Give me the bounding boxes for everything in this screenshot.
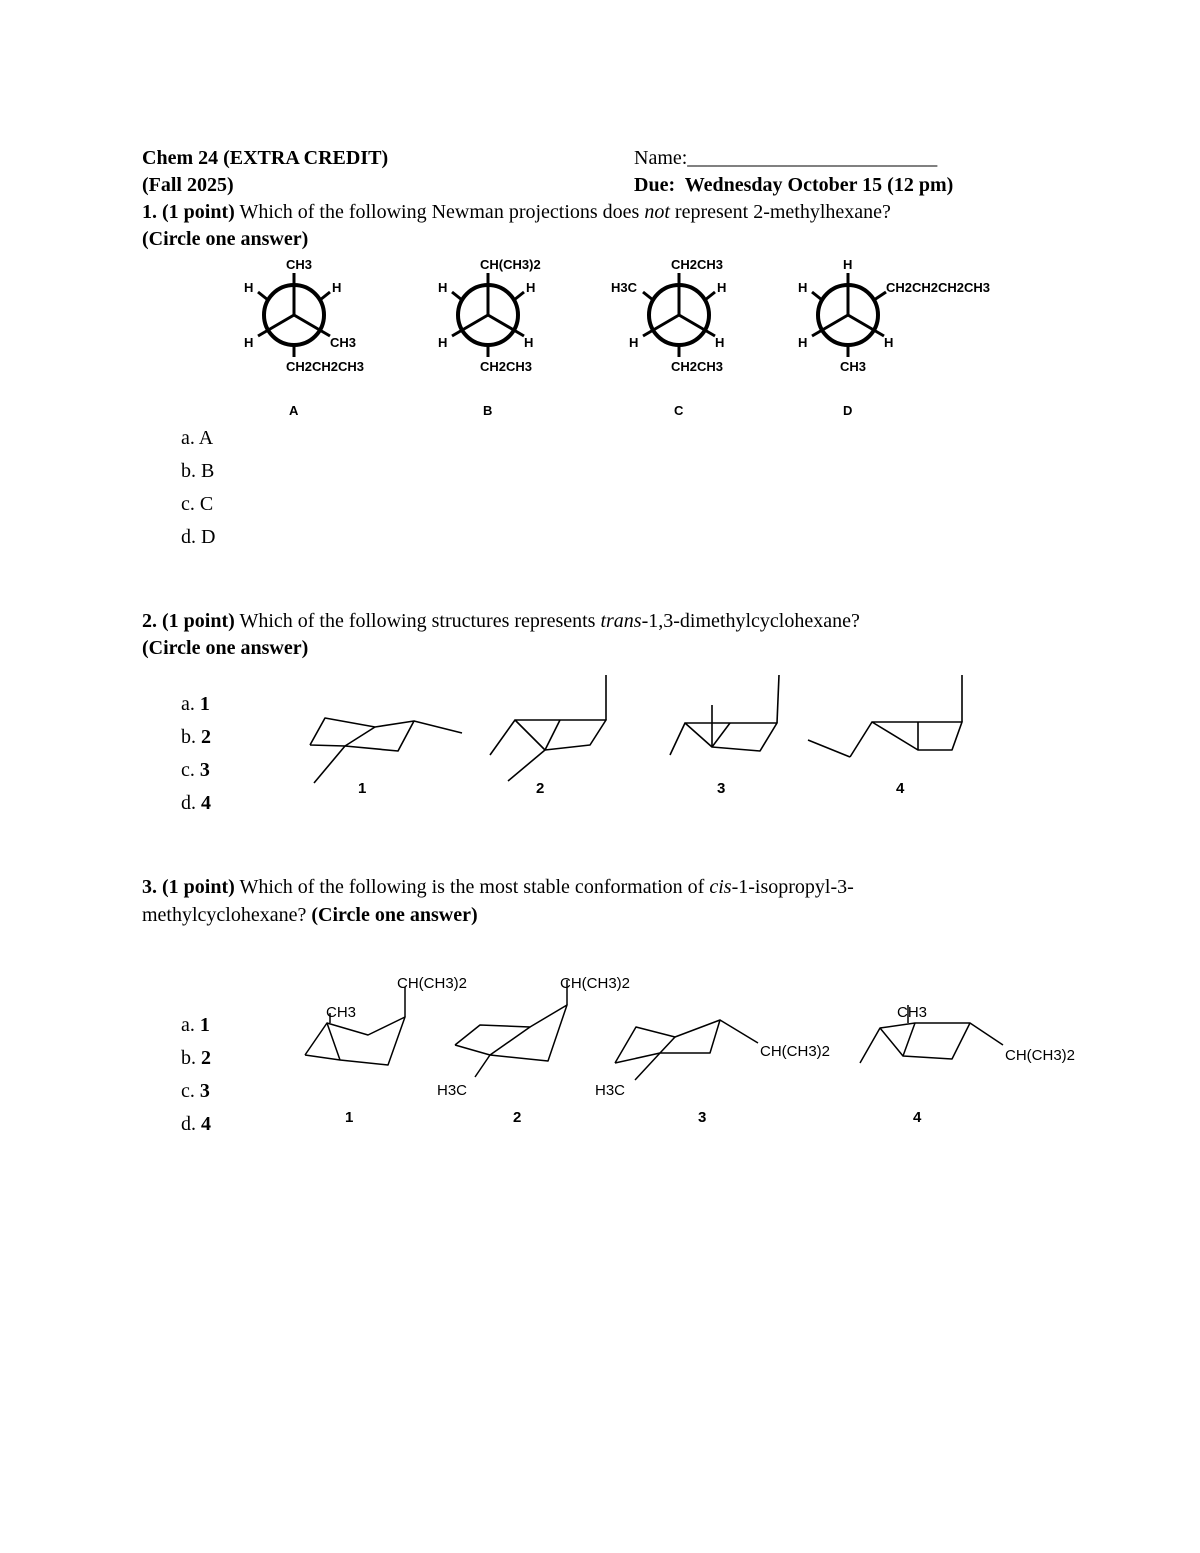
newman-a-label: A [289,403,299,418]
q3-option-c[interactable]: c. 3 [181,1080,210,1102]
q2-option-c[interactable]: c. 3 [181,759,210,781]
q3-s4-isopropyl: CH(CH3)2 [1005,1047,1076,1064]
newman-a-back-bottom: CH2CH2CH3 [286,359,365,374]
q3-emphasis: cis [709,876,732,898]
q2-label-4: 4 [896,780,905,797]
newman-d-left: H [798,280,808,295]
q3-line2: methylcyclohexane? [142,904,307,926]
q3-s2-h3c: H3C [437,1082,468,1099]
q2-points: (1 point) [162,610,235,632]
q3-instruction: (Circle one answer) [311,904,478,926]
newman-b-front-left: H [438,335,448,350]
newman-b-back-right: H [526,280,536,295]
newman-projection-d[interactable] [798,257,990,418]
newman-b-front-right: H [524,335,534,350]
q3-stem-line2 [142,903,478,927]
q1-option-b[interactable]: b. B [181,460,215,482]
q2-label-1: 1 [358,780,367,797]
q1-option-d[interactable]: d. D [181,526,216,548]
q2-label-2: 2 [536,780,545,797]
q3-label-2: 2 [513,1109,522,1126]
q3-option-a[interactable]: a. 1 [181,1014,210,1036]
newman-c-label: C [674,403,684,418]
q2-chair-1[interactable] [310,718,462,783]
newman-c-back-bottom: CH2CH3 [671,359,724,374]
q1-text-before: Which of the following Newman projections does [239,201,640,223]
newman-a-back-right: H [332,280,342,295]
newman-d-back-bottom: CH3 [840,359,867,374]
newman-d-back-right: H [884,335,894,350]
q3-chair-1[interactable] [305,987,405,1065]
q3-s4-ch3: CH3 [897,1004,928,1021]
newman-c-front-top: CH2CH3 [671,257,724,272]
newman-projection-b[interactable] [438,257,541,418]
q2-chair-4[interactable] [808,675,962,757]
q3-text-before: Which of the following is the most stable conformation of [239,876,705,898]
q3-option-b[interactable]: b. 2 [181,1047,211,1069]
newman-c-right: H [717,280,727,295]
q3-label-3: 3 [698,1109,707,1126]
newman-a-back-left: H [244,280,254,295]
due-label: Due: [634,174,676,196]
q3-label-4: 4 [913,1109,922,1126]
q2-emphasis: trans [600,610,642,632]
q2-instruction: (Circle one answer) [142,637,309,659]
newman-a-front-right: CH3 [330,335,357,350]
q3-s3-h3c: H3C [595,1082,626,1099]
q1-newman-projections [0,250,1200,430]
q3-chair-4[interactable] [860,1005,1003,1063]
newman-d-right: CH2CH2CH2CH3 [886,280,991,295]
q3-s1-isopropyl: CH(CH3)2 [397,975,468,992]
q1-points: (1 point) [162,201,235,223]
q1-stem [142,200,891,224]
q2-chair-2[interactable] [490,675,606,781]
q2-label-3: 3 [717,780,726,797]
q2-text-before: Which of the following structures represents [239,610,596,632]
due-date [634,173,953,197]
newman-projection-a[interactable] [244,257,364,418]
newman-b-front-top: CH(CH3)2 [480,257,541,272]
q3-s1-ch3: CH3 [326,1004,357,1021]
q2-number: 2. [142,610,157,632]
q3-chair-3[interactable] [615,1020,758,1080]
q1-text-after: represent 2-methylhexane? [674,201,891,223]
q2-option-a[interactable]: a. 1 [181,693,210,715]
newman-d-front-top: H [843,257,853,272]
q2-chair-3[interactable] [670,675,779,755]
q2-option-d[interactable]: d. 4 [181,792,211,814]
q2-stem [142,609,860,633]
q2-text-after: -1,3-dimethylcyclohexane? [641,610,860,632]
q3-label-1: 1 [345,1109,354,1126]
newman-projection-c[interactable] [611,257,726,418]
q3-points: (1 point) [162,876,235,898]
newman-d-back-left: H [798,335,808,350]
q1-instruction: (Circle one answer) [142,228,309,250]
newman-c-back-left: H [629,335,639,350]
newman-a-front-top: CH3 [286,257,313,272]
newman-a-front-left: H [244,335,254,350]
q3-chair-2[interactable] [455,980,567,1077]
q3-text-after: -1-isopropyl-3- [731,876,854,898]
newman-b-back-left: H [438,280,448,295]
q3-option-d[interactable]: d. 4 [181,1113,211,1135]
q1-number: 1. [142,201,157,223]
q1-option-c[interactable]: c. C [181,493,214,515]
newman-b-back-bottom: CH2CH3 [480,359,533,374]
due-value: Wednesday October 15 (12 pm) [684,174,954,196]
q2-option-b[interactable]: b. 2 [181,726,211,748]
q3-s2-isopropyl: CH(CH3)2 [560,975,631,992]
term: (Fall 2025) [142,174,234,196]
q3-s3-isopropyl: CH(CH3)2 [760,1043,831,1060]
newman-b-label: B [483,403,493,418]
q1-option-a[interactable]: a. A [181,427,214,449]
q3-stem [142,875,854,899]
q3-number: 3. [142,876,157,898]
newman-c-left: H3C [611,280,638,295]
course-title: Chem 24 (EXTRA CREDIT) [142,147,389,169]
name-field[interactable]: Name:_________________________ [634,147,938,169]
newman-d-label: D [843,403,853,418]
q2-structures [290,665,990,805]
newman-c-back-right: H [715,335,725,350]
q3-structures [290,965,1090,1130]
q1-emphasis: not [644,201,670,223]
